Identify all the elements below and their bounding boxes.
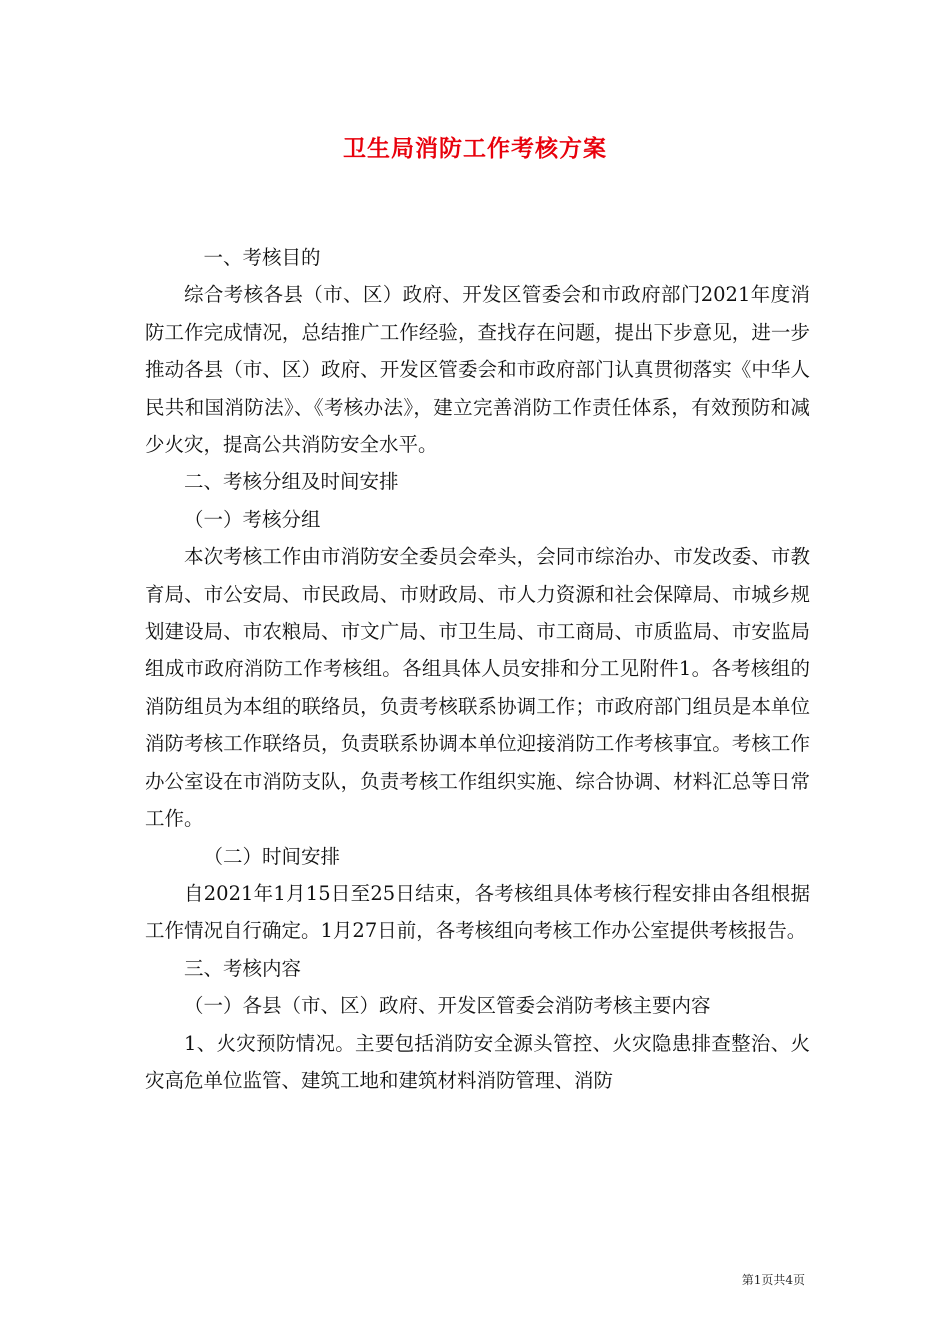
subheading-schedule: （二）时间安排 (203, 844, 341, 868)
paragraph-schedule: 自2021年1月15日至25日结束，各考核组具体考核行程安排由各组根据工作情况自行确定。1月27日前，各考核组向考核工作办公室提供考核报告。 (145, 881, 810, 943)
paragraph-purpose: 综合考核各县（市、区）政府、开发区管委会和市政府部门2021年度消防工作完成情况，总结推广工作经验，查找存在问题，提出下步意见，进一步推动各县（市、区）政府、开发区管委会和市政府部门认真贯彻落实《中华人民共和国消防法》、《考核办法》，建立完善消防工作责任体系，有效预防和减少火灾，提高公共消防安全水平。 (145, 283, 810, 457)
heading-assessment-purpose: 一、考核目的 (203, 246, 321, 269)
document-title: 卫生局消防工作考核方案 (343, 135, 607, 162)
heading-grouping-schedule: 二、考核分组及时间安排 (184, 470, 399, 494)
paragraph-fire-prevention: 1、火灾预防情况。主要包括消防安全源头管控、火灾隐患排查整治、火灾高危单位监管、建筑工地和建筑材料消防管理、消防 (145, 1031, 810, 1092)
heading-assessment-content: 三、考核内容 (184, 956, 302, 980)
paragraph-grouping: 本次考核工作由市消防安全委员会牵头，会同市综治办、市发改委、市教育局、市公安局、市民政局、市财政局、市人力资源和社会保障局、市城乡规划建设局、市农粮局、市文广局、市卫生局、市工商局、市质监局、市安监局组成市政府消防工作考核组。各组具体人员安排和分工见附件1。各考核组的消防组员为本组的联络员，负责考核联系协调工作；市政府部门组员是本单位消防考核工作联络员，负责联系协调本单位迎接消防工作考核事宜。考核工作办公室设在市消防支队，负责考核工作组织实施、综合协调、材料汇总等日常工作。 (145, 545, 810, 831)
document-body (145, 239, 810, 1099)
subheading-county-content: （一）各县（市、区）政府、开发区管委会消防考核主要内容 (184, 994, 711, 1018)
subheading-grouping: （一）考核分组 (184, 507, 321, 531)
page-number: 第1页共4页 (741, 1273, 805, 1287)
